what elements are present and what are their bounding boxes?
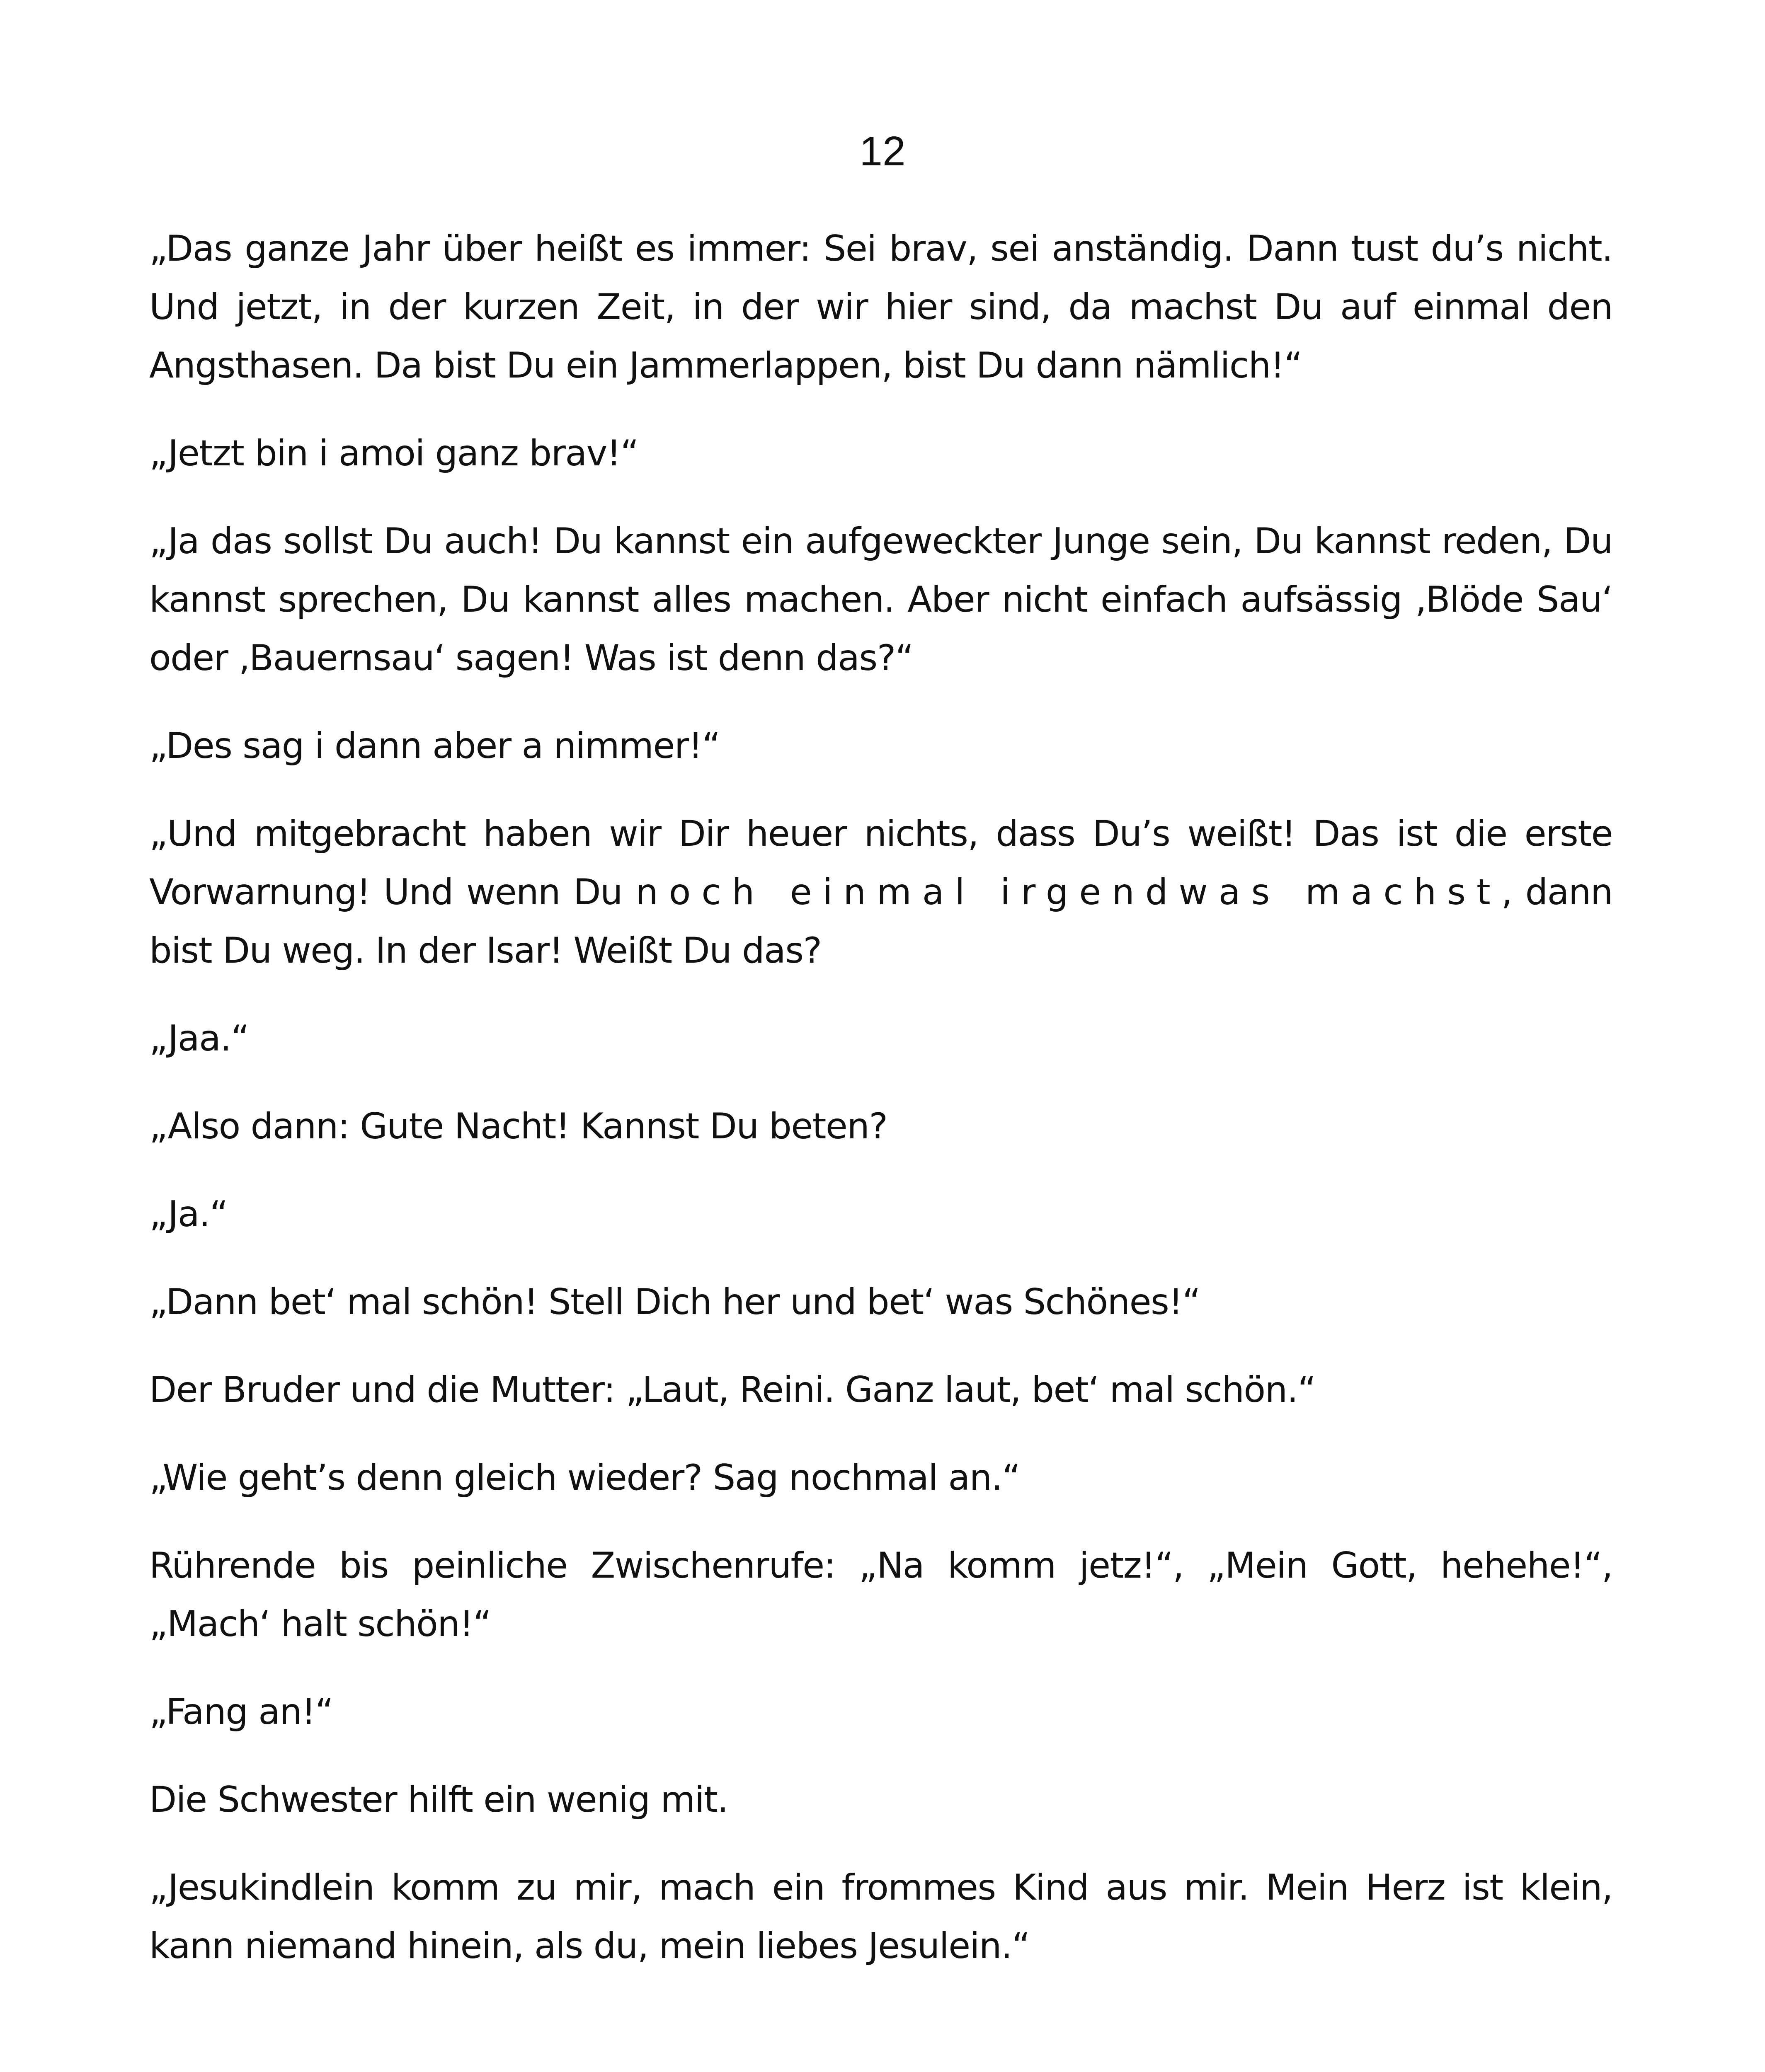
paragraph-8: „Ja.“	[149, 1193, 228, 1235]
page-number: 12	[859, 128, 906, 174]
paragraph-4: „Des sag i dann aber a nimmer!“	[149, 725, 720, 767]
paragraph-5-emphasis: noch einmal irgendwas machst	[635, 871, 1501, 913]
paragraph-2: „Jetzt bin i amoi ganz brav!“	[149, 433, 638, 474]
paragraph-7: „Also dann: Gute Nacht! Kannst Du beten?	[149, 1106, 887, 1147]
paragraph-10: Der Bruder und die Mutter: „Laut, Reini. Ganz laut, bet‘ mal schön.“	[149, 1369, 1316, 1411]
paragraph-5	[149, 805, 1612, 980]
paragraph-5-before: „Und mitgebracht haben wir Dir heuer nichts, dass Du’s weißt! Das ist die erste Vorwarnung! Und wenn Du	[149, 813, 1612, 913]
paragraph-6: „Jaa.“	[149, 1018, 249, 1059]
paragraph-13: „Fang an!“	[149, 1691, 333, 1733]
paragraph-1: „Das ganze Jahr über heißt es immer: Sei brav, sei anständig. Dann tust du’s nicht. Und jetzt, in der kurzen Zeit, in der wir hier sind, da machst Du auf einmal den Angsthasen. Da bist Du ein Jammerlappen, bist Du dann nämlich!“	[149, 228, 1612, 386]
paragraph-9: „Dann bet‘ mal schön! Stell Dich her und bet‘ was Schönes!“	[149, 1281, 1200, 1323]
paragraph-5-after: , dann bist Du weg. In der Isar! Weißt Du das?	[149, 871, 1612, 971]
paragraph-12: Rührende bis peinliche Zwischenrufe: „Na komm jetz!“, „Mein Gott, hehehe!“, „Mach‘ halt schön!“	[149, 1545, 1612, 1645]
paragraph-3: „Ja das sollst Du auch! Du kannst ein aufgeweckter Junge sein, Du kannst reden, Du kannst sprechen, Du kannst alles machen. Aber nicht einfach aufsässig ‚Blöde Sau‘ oder ‚Bauernsau‘ sagen! Was ist denn das?“	[149, 520, 1612, 679]
document-body	[149, 220, 1612, 2005]
paragraph-14: Die Schwester hilft ein wenig mit.	[149, 1779, 728, 1820]
paragraph-11: „Wie geht’s denn gleich wieder? Sag nochmal an.“	[149, 1457, 1020, 1498]
paragraph-15: „Jesukindlein komm zu mir, mach ein frommes Kind aus mir. Mein Herz ist klein, kann niemand hinein, als du, mein liebes Jesulein.“	[149, 1867, 1612, 1967]
